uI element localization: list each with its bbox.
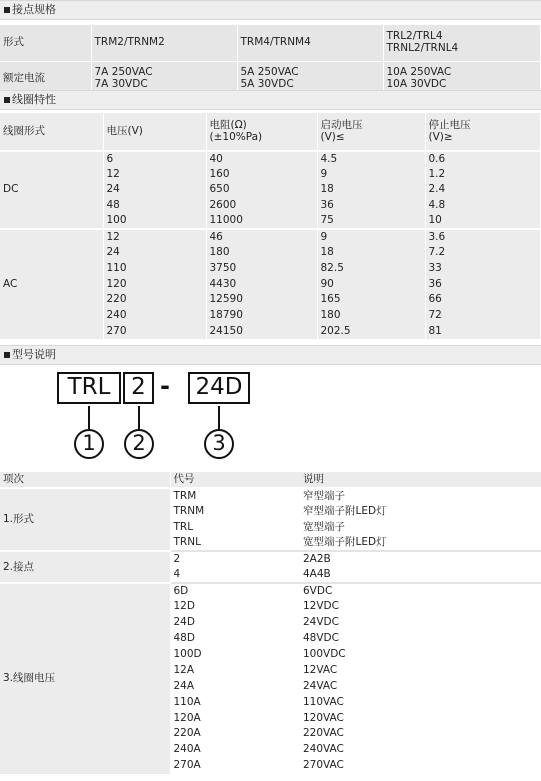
rating-line: 7A 30VDC: [94, 78, 148, 90]
section-header-model: [0, 345, 541, 365]
rating-line: 10A 250VAC: [386, 66, 452, 79]
table-header-row: [0, 113, 541, 151]
cell: 48: [103, 198, 206, 214]
desc-cell: 宽型端子附LED灯: [300, 536, 541, 552]
cell: 1.2: [425, 167, 541, 183]
header-line: 启动电压: [320, 118, 363, 131]
header-cell: 线圈形式: [0, 113, 103, 151]
code-cell: TRNL: [170, 536, 300, 552]
cell: 160: [206, 167, 317, 183]
desc-cell: 12VAC: [300, 663, 541, 679]
section-title: 型号说明: [12, 347, 56, 361]
cell: 81: [425, 324, 541, 340]
cell: 4430: [206, 277, 317, 293]
model-line: TRNL2/TRNL4: [386, 41, 459, 54]
code-cell: 120A: [170, 710, 300, 726]
cell: 0.6: [425, 151, 541, 167]
desc-cell: 270VAC: [300, 758, 541, 774]
cell: 202.5: [317, 324, 425, 340]
cell: 180: [317, 308, 425, 324]
cell: 7.2: [425, 245, 541, 261]
rating-line: 10A 30VDC: [386, 78, 447, 90]
cell: 3750: [206, 261, 317, 277]
cell: 24150: [206, 324, 317, 340]
cell: 4.5: [317, 151, 425, 167]
model-cell: TRM2/TRNM2: [91, 25, 237, 61]
desc-cell: 4A4B: [300, 567, 541, 583]
cell: 650: [206, 182, 317, 198]
code-cell: 240A: [170, 742, 300, 758]
callout-number-3: 3: [204, 429, 234, 459]
bullet-square-icon: [4, 7, 10, 13]
group-label: 1.形式: [0, 488, 170, 552]
cell: 18790: [206, 308, 317, 324]
header-cell: [206, 113, 317, 151]
code-cell: 100D: [170, 647, 300, 663]
desc-cell: 48VDC: [300, 631, 541, 647]
section-title: 线圈特性: [12, 92, 56, 106]
header-line: (±10%Pa): [209, 130, 263, 143]
desc-cell: 24VDC: [300, 615, 541, 631]
cell: 66: [425, 292, 541, 308]
desc-cell: 100VDC: [300, 647, 541, 663]
code-cell: 24A: [170, 679, 300, 695]
model-cell: [383, 25, 541, 61]
bullet-square-icon: [4, 352, 10, 358]
header-cell: 说明: [300, 472, 541, 488]
cell: 75: [317, 214, 425, 230]
cell: 36: [425, 277, 541, 293]
cell: 36: [317, 198, 425, 214]
section-header-contact: [0, 0, 541, 20]
desc-cell: 240VAC: [300, 742, 541, 758]
cell: 24: [103, 182, 206, 198]
table-row: [0, 583, 541, 599]
rating-line: 5A 250VAC: [240, 66, 299, 79]
table-row: [0, 25, 541, 61]
rating-line: 7A 250VAC: [94, 66, 153, 79]
cell: 240: [103, 308, 206, 324]
cell: 6: [103, 151, 206, 167]
group-label: 3.线圈电压: [0, 583, 170, 774]
cell: 12590: [206, 292, 317, 308]
callout-number-2: 2: [124, 429, 154, 459]
model-part-voltage: 24D: [188, 372, 250, 404]
table-row: [0, 151, 541, 167]
cell: 18: [317, 245, 425, 261]
header-line: 电阻(Ω): [209, 118, 247, 131]
cell: 110: [103, 261, 206, 277]
model-part-contact: 2: [123, 372, 154, 404]
connector-line: [138, 406, 140, 430]
coil-type-dc: DC: [0, 151, 103, 229]
desc-cell: 窄型端子: [300, 488, 541, 504]
header-cell: 电压(V): [103, 113, 206, 151]
table-row: [0, 229, 541, 245]
header-cell: [317, 113, 425, 151]
cell: 24: [103, 245, 206, 261]
model-cell: TRM4/TRNM4: [237, 25, 383, 61]
rating-line: 5A 30VDC: [240, 78, 294, 90]
section-header-coil: [0, 90, 541, 110]
connector-line: [88, 406, 90, 430]
model-dash: -: [160, 372, 170, 400]
cell: 46: [206, 229, 317, 245]
cell: 40: [206, 151, 317, 167]
code-cell: TRM: [170, 488, 300, 504]
cell: 90: [317, 277, 425, 293]
desc-cell: 110VAC: [300, 694, 541, 710]
code-cell: 110A: [170, 694, 300, 710]
coil-type-ac: AC: [0, 229, 103, 339]
cell: 3.6: [425, 229, 541, 245]
cell: 33: [425, 261, 541, 277]
code-cell: 2: [170, 551, 300, 567]
cell: 120: [103, 277, 206, 293]
header-line: (V)≤: [320, 130, 345, 143]
bullet-square-icon: [4, 97, 10, 103]
group-label: 2.接点: [0, 551, 170, 583]
cell: 100: [103, 214, 206, 230]
row-label: 形式: [0, 25, 91, 61]
code-cell: 270A: [170, 758, 300, 774]
desc-cell: 窄型端子附LED灯: [300, 504, 541, 520]
cell: 82.5: [317, 261, 425, 277]
table-row: [0, 551, 541, 567]
header-cell: 代号: [170, 472, 300, 488]
code-cell: 220A: [170, 726, 300, 742]
desc-cell: 24VAC: [300, 679, 541, 695]
cell: 220: [103, 292, 206, 308]
coil-table: [0, 113, 541, 339]
model-line: TRL2/TRL4: [386, 30, 443, 43]
section-title: 接点规格: [12, 2, 56, 16]
cell: 72: [425, 308, 541, 324]
model-number-diagram: [0, 365, 541, 467]
desc-cell: 12VDC: [300, 599, 541, 615]
cell: 4.8: [425, 198, 541, 214]
cell: 11000: [206, 214, 317, 230]
desc-cell: 220VAC: [300, 726, 541, 742]
code-cell: 24D: [170, 615, 300, 631]
code-cell: 12A: [170, 663, 300, 679]
header-cell: 项次: [0, 472, 170, 488]
cell: 180: [206, 245, 317, 261]
connector-line: [218, 406, 220, 430]
cell: 9: [317, 167, 425, 183]
desc-cell: 120VAC: [300, 710, 541, 726]
header-cell: [425, 113, 541, 151]
cell: 12: [103, 229, 206, 245]
cell: 2600: [206, 198, 317, 214]
model-part-series: TRL: [57, 372, 121, 404]
header-line: (V)≥: [428, 130, 453, 143]
code-cell: TRNM: [170, 504, 300, 520]
desc-cell: 6VDC: [300, 583, 541, 599]
cell: 9: [317, 229, 425, 245]
table-row: [0, 488, 541, 504]
callout-number-1: 1: [74, 429, 104, 459]
table-header-row: [0, 472, 541, 488]
desc-cell: 2A2B: [300, 551, 541, 567]
cell: 165: [317, 292, 425, 308]
contact-spec-table: [0, 25, 541, 98]
cell: 2.4: [425, 182, 541, 198]
header-line: 停止电压: [428, 118, 471, 131]
code-cell: 6D: [170, 583, 300, 599]
code-cell: 4: [170, 567, 300, 583]
code-cell: TRL: [170, 520, 300, 536]
desc-cell: 宽型端子: [300, 520, 541, 536]
cell: 270: [103, 324, 206, 340]
model-code-table: [0, 472, 541, 774]
row-label: 额定电流: [0, 61, 91, 97]
cell: 10: [425, 214, 541, 230]
code-cell: 48D: [170, 631, 300, 647]
code-cell: 12D: [170, 599, 300, 615]
cell: 12: [103, 167, 206, 183]
cell: 18: [317, 182, 425, 198]
